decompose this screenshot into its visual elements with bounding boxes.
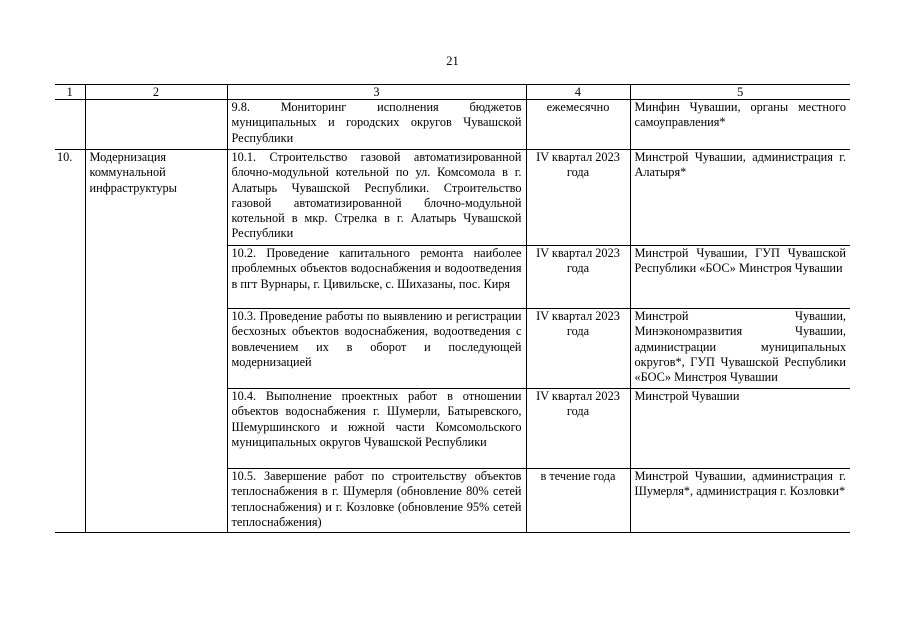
row-responsible: Минстрой Чувашии, администрация г. Алатыря*: [630, 150, 850, 246]
row-direction: [85, 100, 227, 150]
header-col-3: 3: [227, 85, 526, 100]
row-measure: 9.8. Мониторинг исполнения бюджетов муниципальных и городских округов Чувашской Республики: [227, 100, 526, 150]
row-number: 10.: [55, 150, 85, 533]
table-header-row: [55, 85, 850, 100]
row-measure: 10.4. Выполнение проектных работ в отношении объектов водоснабжения г. Шумерли, Батыревского, Шемуршинского и южной части Комсомольского муниципальных округов Чувашской Республики: [227, 389, 526, 469]
row-deadline: ежемесячно: [526, 100, 630, 150]
row-responsible: Минстрой Чувашии, ГУП Чувашской Республики «БОС» Минстроя Чувашии: [630, 246, 850, 309]
header-col-1: 1: [55, 85, 85, 100]
page-number: 21: [446, 54, 459, 68]
measures-table: [55, 84, 850, 533]
row-deadline: в течение года: [526, 469, 630, 533]
row-responsible: Минстрой Чувашии, администрация г. Шумерля*, администрация г. Козловки*: [630, 469, 850, 533]
row-deadline: IV квартал 2023 года: [526, 246, 630, 309]
header-col-5: 5: [630, 85, 850, 100]
row-number: [55, 100, 85, 150]
header-col-4: 4: [526, 85, 630, 100]
row-deadline: IV квартал 2023 года: [526, 389, 630, 469]
row-responsible: Минстрой Чувашии, Минэкономразвития Чувашии, администрации муниципальных округов*, ГУП Чувашской Республики «БОС» Минстроя Чувашии: [630, 309, 850, 389]
row-measure: 10.5. Завершение работ по строительству объектов теплоснабжения в г. Шумерля (обновление 80% сетей теплоснабжения) и г. Козловке (обновление 95% сетей теплоснабжения): [227, 469, 526, 533]
row-direction: Модернизация коммунальной инфраструктуры: [85, 150, 227, 533]
table-row: [55, 150, 850, 246]
row-measure: 10.1. Строительство газовой автоматизированной блочно-модульной котельной по ул. Комсомола в г. Алатырь Чувашской Республики. Строительство газовой автоматизированной блочно-модульной котельной в мкр. Стрелка в г. Алатырь Чувашской Республики: [227, 150, 526, 246]
row-deadline: IV квартал 2023 года: [526, 309, 630, 389]
row-responsible: Минфин Чувашии, органы местного самоуправления*: [630, 100, 850, 150]
row-responsible: Минстрой Чувашии: [630, 389, 850, 469]
row-measure: 10.2. Проведение капитального ремонта наиболее проблемных объектов водоснабжения и водоотведения в пгт Вурнары, г. Цивильске, с. Шихазаны, пос. Киря: [227, 246, 526, 309]
row-deadline: IV квартал 2023 года: [526, 150, 630, 246]
table-row: [55, 100, 850, 150]
row-measure: 10.3. Проведение работы по выявлению и регистрации бесхозных объектов водоснабжения, водоотведения с вовлечением их в оборот и последующей модернизацией: [227, 309, 526, 389]
header-col-2: 2: [85, 85, 227, 100]
